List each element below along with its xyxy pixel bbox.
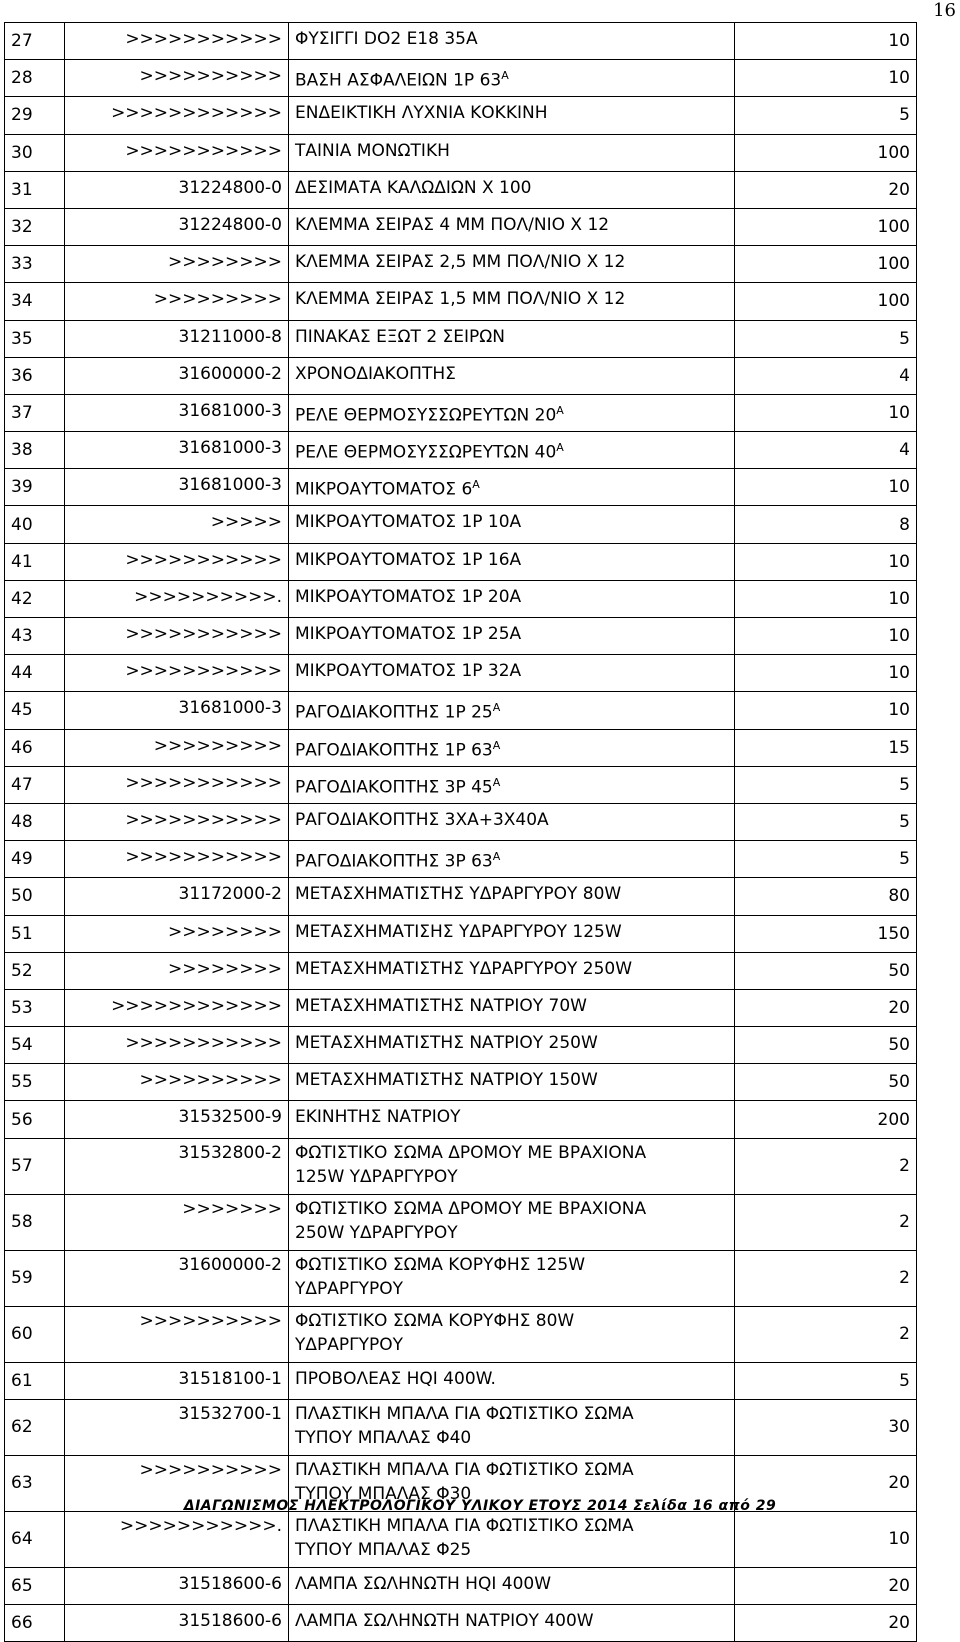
- item-code: 31532500-9: [65, 1101, 289, 1138]
- item-description: [289, 952, 735, 989]
- item-number: 49: [5, 841, 65, 878]
- item-description-text: ΕΚΙΝΗΤΗΣ ΝΑΤΡΙΟΥ: [295, 1107, 461, 1128]
- item-code: >>>>>: [65, 506, 289, 543]
- item-description-text: ΦΩΤΙΣΤΙΚΟ ΣΩΜΑ ΔΡΟΜΟΥ ΜΕ ΒΡΑΧΙΟΝΑ: [295, 1198, 647, 1219]
- item-number: 50: [5, 878, 65, 915]
- item-description: [289, 283, 735, 320]
- table-row: [5, 1138, 917, 1194]
- item-quantity: 100: [735, 246, 917, 283]
- table-row: [5, 208, 917, 245]
- item-code: >>>>>>>>: [65, 246, 289, 283]
- item-description-text: ΠΛΑΣΤΙΚΗ ΜΠΑΛΑ ΓΙΑ ΦΩΤΙΣΤΙΚΟ ΣΩΜΑ: [295, 1515, 634, 1536]
- table-row: [5, 618, 917, 655]
- table-row: [5, 171, 917, 208]
- item-number: 46: [5, 729, 65, 766]
- item-code: 31518600-6: [65, 1567, 289, 1604]
- item-description: [289, 1064, 735, 1101]
- item-quantity: 100: [735, 283, 917, 320]
- item-quantity: 20: [735, 989, 917, 1026]
- item-description: [289, 580, 735, 617]
- item-code: >>>>>>>>>>>: [65, 803, 289, 840]
- table-row: [5, 1567, 917, 1604]
- item-code: >>>>>>>>>>>>: [65, 989, 289, 1026]
- item-code: 31172000-2: [65, 878, 289, 915]
- item-description: [289, 803, 735, 840]
- item-quantity: 5: [735, 1362, 917, 1399]
- item-description: [289, 1194, 735, 1250]
- item-code: >>>>>>>>>>>: [65, 543, 289, 580]
- item-quantity: 20: [735, 1455, 917, 1511]
- table-row: [5, 1101, 917, 1138]
- item-code: >>>>>>>>>>>>: [65, 97, 289, 134]
- table-row: [5, 394, 917, 431]
- item-code: 31681000-3: [65, 432, 289, 469]
- document-footer: ΔΙΑΓΩΝΙΣΜΟΣ ΗΛΕΚΤΡΟΛΟΓΙΚΟΥ ΥΛΙΚΟΥ ΕΤΟΥΣ 2014 Σελίδα 16 από 29: [183, 1498, 777, 1514]
- table-row: [5, 1306, 917, 1362]
- item-description: [289, 320, 735, 357]
- item-quantity: 200: [735, 1101, 917, 1138]
- item-description-text: ΜΙΚΡΟΑΥΤΟΜΑΤΟΣ 6: [295, 479, 473, 500]
- item-quantity: 100: [735, 134, 917, 171]
- item-description: [289, 543, 735, 580]
- ampere-superscript: Α: [501, 69, 509, 83]
- item-description: [289, 97, 735, 134]
- item-quantity: 50: [735, 1064, 917, 1101]
- table-row: [5, 357, 917, 394]
- table-row: [5, 915, 917, 952]
- item-description: [289, 1362, 735, 1399]
- item-quantity: 50: [735, 1027, 917, 1064]
- item-code: >>>>>>>>: [65, 915, 289, 952]
- item-description: [289, 729, 735, 766]
- table-row: [5, 989, 917, 1026]
- ampere-superscript: Α: [492, 701, 501, 715]
- item-description: [289, 60, 735, 97]
- item-description-text: ΡΕΛΕ ΘΕΡΜΟΣΥΣΣΩΡΕΥΤΩΝ 40: [295, 442, 557, 463]
- table-row: [5, 134, 917, 171]
- items-table-body: [5, 23, 917, 1642]
- item-quantity: 20: [735, 1605, 917, 1642]
- item-quantity: 5: [735, 320, 917, 357]
- item-description-text: ΡΑΓΟΔΙΑΚΟΠΤΗΣ 3ΧΑ+3Χ40Α: [295, 809, 549, 830]
- item-number: 34: [5, 283, 65, 320]
- item-description: [289, 878, 735, 915]
- item-description-text: ΠΡΟΒΟΛΕΑΣ HQI 400W.: [295, 1368, 496, 1389]
- item-code: >>>>>>>>>>.: [65, 580, 289, 617]
- item-description-text: ΦΩΤΙΣΤΙΚΟ ΣΩΜΑ ΚΟΡΥΦΗΣ 80W: [295, 1310, 575, 1331]
- item-description-text: ΧΡΟΝΟΔΙΑΚΟΠΤΗΣ: [295, 363, 456, 384]
- item-quantity: 15: [735, 729, 917, 766]
- item-description-text: ΜΕΤΑΣΧΗΜΑΤΙΣΤΗΣ ΝΑΤΡΙΟΥ 250W: [295, 1033, 598, 1054]
- item-description-text: ΚΛΕΜΜΑ ΣΕΙΡΑΣ 1,5 ΜΜ ΠΟΛ/ΝΙΟ Χ 12: [295, 289, 626, 310]
- item-quantity: 30: [735, 1399, 917, 1455]
- item-description-line2: ΥΔΡΑΡΓΥΡΟΥ: [295, 1278, 404, 1299]
- item-quantity: 10: [735, 692, 917, 729]
- table-row: [5, 1399, 917, 1455]
- item-quantity: 10: [735, 394, 917, 431]
- ampere-superscript: Α: [492, 775, 501, 789]
- item-quantity: 10: [735, 618, 917, 655]
- item-description-text: ΚΛΕΜΜΑ ΣΕΙΡΑΣ 2,5 ΜΜ ΠΟΛ/ΝΙΟ Χ 12: [295, 252, 626, 273]
- item-description-text: ΒΑΣΗ ΑΣΦΑΛΕΙΩΝ 1Ρ 63: [295, 70, 502, 91]
- item-description: [289, 394, 735, 431]
- table-row: [5, 1027, 917, 1064]
- item-description-text: ΡΑΓΟΔΙΑΚΟΠΤΗΣ 1Ρ 63: [295, 740, 493, 761]
- item-quantity: 150: [735, 915, 917, 952]
- item-description-text: ΔΕΣΙΜΑΤΑ ΚΑΛΩΔΙΩΝ Χ 100: [295, 177, 532, 198]
- item-description-text: ΠΙΝΑΚΑΣ ΕΞΩΤ 2 ΣΕΙΡΩΝ: [295, 326, 506, 347]
- item-number: 57: [5, 1138, 65, 1194]
- item-description-text: ΜΙΚΡΟΑΥΤΟΜΑΤΟΣ 1Ρ 20Α: [295, 586, 522, 607]
- table-row: [5, 246, 917, 283]
- item-quantity: 10: [735, 469, 917, 506]
- ampere-superscript: Α: [492, 738, 501, 752]
- item-quantity: 4: [735, 432, 917, 469]
- item-code: 31681000-3: [65, 469, 289, 506]
- item-description-text: ΠΛΑΣΤΙΚΗ ΜΠΑΛΑ ΓΙΑ ΦΩΤΙΣΤΙΚΟ ΣΩΜΑ: [295, 1403, 634, 1424]
- item-code: >>>>>>>>>: [65, 729, 289, 766]
- item-quantity: 20: [735, 1567, 917, 1604]
- item-number: 28: [5, 60, 65, 97]
- item-quantity: 2: [735, 1250, 917, 1306]
- item-number: 60: [5, 1306, 65, 1362]
- item-number: 58: [5, 1194, 65, 1250]
- item-code: 31600000-2: [65, 1250, 289, 1306]
- item-description-text: ΛΑΜΠΑ ΣΩΛΗΝΩΤΗ HQI 400W: [295, 1573, 552, 1594]
- item-number: 39: [5, 469, 65, 506]
- table-row: [5, 543, 917, 580]
- table-row: [5, 1064, 917, 1101]
- item-quantity: 10: [735, 580, 917, 617]
- item-quantity: 10: [735, 60, 917, 97]
- item-description: [289, 915, 735, 952]
- item-description: [289, 692, 735, 729]
- item-number: 65: [5, 1567, 65, 1604]
- item-description-text: ΜΕΤΑΣΧΗΜΑΤΙΣΤΗΣ ΝΑΤΡΙΟΥ 70W: [295, 995, 587, 1016]
- table-row: [5, 97, 917, 134]
- ampere-superscript: Α: [556, 441, 564, 455]
- item-description-line2: ΥΔΡΑΡΓΥΡΟΥ: [295, 1334, 404, 1355]
- table-row: [5, 432, 917, 469]
- item-number: 31: [5, 171, 65, 208]
- item-description-text: ΕΝΔΕΙΚΤΙΚΗ ΛΥΧΝΙΑ ΚΟΚΚΙΝΗ: [295, 103, 548, 124]
- item-number: 51: [5, 915, 65, 952]
- item-description: [289, 1306, 735, 1362]
- item-description-text: ΚΛΕΜΜΑ ΣΕΙΡΑΣ 4 ΜΜ ΠΟΛ/ΝΙΟ Χ 12: [295, 214, 610, 235]
- item-number: 27: [5, 23, 65, 60]
- item-description-text: ΡΑΓΟΔΙΑΚΟΠΤΗΣ 3Ρ 63: [295, 851, 493, 872]
- item-quantity: 80: [735, 878, 917, 915]
- item-number: 48: [5, 803, 65, 840]
- table-row: [5, 729, 917, 766]
- item-description-line2: ΤΥΠΟΥ ΜΠΑΛΑΣ Φ30: [295, 1483, 472, 1504]
- item-description: [289, 208, 735, 245]
- item-quantity: 10: [735, 543, 917, 580]
- item-number: 64: [5, 1511, 65, 1567]
- item-number: 55: [5, 1064, 65, 1101]
- ampere-superscript: Α: [492, 850, 501, 864]
- item-code: >>>>>>>>>>>: [65, 23, 289, 60]
- item-code: 31681000-3: [65, 394, 289, 431]
- item-quantity: 5: [735, 803, 917, 840]
- item-number: 30: [5, 134, 65, 171]
- table-row: [5, 1194, 917, 1250]
- item-description-text: ΜΙΚΡΟΑΥΤΟΜΑΤΟΣ 1Ρ 16Α: [295, 549, 522, 570]
- item-description-text: ΦΥΣΙΓΓΙ DO2 E18 35A: [295, 29, 478, 49]
- item-code: >>>>>>>>>>>: [65, 841, 289, 878]
- item-number: 63: [5, 1455, 65, 1511]
- item-number: 36: [5, 357, 65, 394]
- item-code: >>>>>>>>>>: [65, 1064, 289, 1101]
- item-description-text: ΡΑΓΟΔΙΑΚΟΠΤΗΣ 1Ρ 25: [295, 703, 493, 724]
- item-code: 31224800-0: [65, 171, 289, 208]
- item-description: [289, 1605, 735, 1642]
- item-number: 59: [5, 1250, 65, 1306]
- item-description-text: ΜΕΤΑΣΧΗΜΑΤΙΣΗΣ ΥΔΡΑΡΓΥΡΟΥ 125W: [295, 921, 622, 942]
- item-description: [289, 506, 735, 543]
- item-quantity: 100: [735, 208, 917, 245]
- item-number: 37: [5, 394, 65, 431]
- ampere-superscript: Α: [556, 403, 564, 417]
- item-number: 47: [5, 766, 65, 803]
- item-code: 31681000-3: [65, 692, 289, 729]
- item-description: [289, 357, 735, 394]
- item-number: 29: [5, 97, 65, 134]
- item-quantity: 4: [735, 357, 917, 394]
- item-description: [289, 989, 735, 1026]
- item-description: [289, 1511, 735, 1567]
- table-row: [5, 841, 917, 878]
- item-description: [289, 134, 735, 171]
- item-description: [289, 469, 735, 506]
- table-row: [5, 580, 917, 617]
- item-description: [289, 23, 735, 60]
- item-quantity: 2: [735, 1306, 917, 1362]
- item-number: 52: [5, 952, 65, 989]
- item-description-text: ΛΑΜΠΑ ΣΩΛΗΝΩΤΗ ΝΑΤΡΙΟΥ 400W: [295, 1611, 594, 1631]
- table-row: [5, 803, 917, 840]
- item-code: >>>>>>>>>>: [65, 1306, 289, 1362]
- item-number: 53: [5, 989, 65, 1026]
- item-code: >>>>>>>: [65, 1194, 289, 1250]
- item-quantity: 10: [735, 23, 917, 60]
- item-description: [289, 1027, 735, 1064]
- item-code: 31518600-6: [65, 1605, 289, 1642]
- item-code: >>>>>>>>>: [65, 283, 289, 320]
- item-description: [289, 841, 735, 878]
- table-row: [5, 23, 917, 60]
- item-description-text: ΜΙΚΡΟΑΥΤΟΜΑΤΟΣ 1Ρ 25Α: [295, 624, 522, 644]
- item-number: 56: [5, 1101, 65, 1138]
- table-row: [5, 1250, 917, 1306]
- item-code: >>>>>>>>>>>.: [65, 1511, 289, 1567]
- item-description-text: ΡΕΛΕ ΘΕΡΜΟΣΥΣΣΩΡΕΥΤΩΝ 20: [295, 405, 557, 426]
- item-code: >>>>>>>>: [65, 952, 289, 989]
- table-row: [5, 1605, 917, 1642]
- item-quantity: 5: [735, 97, 917, 134]
- item-description: [289, 655, 735, 692]
- item-description: [289, 246, 735, 283]
- item-description: [289, 1567, 735, 1604]
- table-row: [5, 506, 917, 543]
- item-quantity: 5: [735, 766, 917, 803]
- item-code: >>>>>>>>>>>: [65, 134, 289, 171]
- table-row: [5, 283, 917, 320]
- item-description-line2: 250W ΥΔΡΑΡΓΥΡΟΥ: [295, 1222, 458, 1243]
- page-number: 16: [933, 0, 956, 21]
- table-row: [5, 766, 917, 803]
- item-number: 35: [5, 320, 65, 357]
- item-description: [289, 1250, 735, 1306]
- item-quantity: 10: [735, 1511, 917, 1567]
- item-description-line2: ΤΥΠΟΥ ΜΠΑΛΑΣ Φ40: [295, 1427, 472, 1448]
- item-code: 31532700-1: [65, 1399, 289, 1455]
- item-number: 32: [5, 208, 65, 245]
- table-row: [5, 952, 917, 989]
- table-row: [5, 469, 917, 506]
- item-description-text: ΜΙΚΡΟΑΥΤΟΜΑΤΟΣ 1Ρ 10Α: [295, 512, 522, 533]
- item-description: [289, 1101, 735, 1138]
- item-quantity: 5: [735, 841, 917, 878]
- item-description-text: ΡΑΓΟΔΙΑΚΟΠΤΗΣ 3Ρ 45: [295, 777, 493, 798]
- item-code: >>>>>>>>>>>: [65, 766, 289, 803]
- item-description-text: ΜΕΤΑΣΧΗΜΑΤΙΣΤΗΣ ΥΔΡΑΡΓΥΡΟΥ 250W: [295, 958, 633, 979]
- table-row: [5, 878, 917, 915]
- item-description: [289, 618, 735, 655]
- item-description-line2: 125W ΥΔΡΑΡΓΥΡΟΥ: [295, 1166, 458, 1187]
- item-number: 40: [5, 506, 65, 543]
- item-description: [289, 432, 735, 469]
- item-description-text: ΤΑΙΝΙΑ ΜΟΝΩΤΙΚΗ: [295, 140, 450, 161]
- items-table: [4, 22, 917, 1642]
- item-quantity: 8: [735, 506, 917, 543]
- item-description-text: ΦΩΤΙΣΤΙΚΟ ΣΩΜΑ ΚΟΡΥΦΗΣ 125W: [295, 1254, 586, 1275]
- item-description: [289, 1399, 735, 1455]
- item-number: 62: [5, 1399, 65, 1455]
- item-code: 31600000-2: [65, 357, 289, 394]
- table-row: [5, 1362, 917, 1399]
- table-row: [5, 1511, 917, 1567]
- item-description: [289, 1138, 735, 1194]
- table-row: [5, 60, 917, 97]
- item-number: 44: [5, 655, 65, 692]
- item-code: >>>>>>>>>>>: [65, 655, 289, 692]
- item-number: 33: [5, 246, 65, 283]
- item-code: 31532800-2: [65, 1138, 289, 1194]
- item-code: 31518100-1: [65, 1362, 289, 1399]
- table-row: [5, 692, 917, 729]
- ampere-superscript: Α: [472, 478, 480, 492]
- item-quantity: 20: [735, 171, 917, 208]
- item-quantity: 2: [735, 1138, 917, 1194]
- item-number: 42: [5, 580, 65, 617]
- item-description-text: ΠΛΑΣΤΙΚΗ ΜΠΑΛΑ ΓΙΑ ΦΩΤΙΣΤΙΚΟ ΣΩΜΑ: [295, 1459, 634, 1480]
- item-description: [289, 171, 735, 208]
- table-row: [5, 655, 917, 692]
- item-description: [289, 766, 735, 803]
- item-description-line2: ΤΥΠΟΥ ΜΠΑΛΑΣ Φ25: [295, 1539, 472, 1560]
- item-code: >>>>>>>>>>>: [65, 1027, 289, 1064]
- item-number: 45: [5, 692, 65, 729]
- item-quantity: 2: [735, 1194, 917, 1250]
- item-description-text: ΜΙΚΡΟΑΥΤΟΜΑΤΟΣ 1Ρ 32Α: [295, 661, 522, 682]
- item-description-text: ΦΩΤΙΣΤΙΚΟ ΣΩΜΑ ΔΡΟΜΟΥ ΜΕ ΒΡΑΧΙΟΝΑ: [295, 1142, 647, 1163]
- item-quantity: 50: [735, 952, 917, 989]
- item-quantity: 10: [735, 655, 917, 692]
- item-code: >>>>>>>>>>: [65, 1455, 289, 1511]
- item-code: >>>>>>>>>>>: [65, 618, 289, 655]
- item-number: 41: [5, 543, 65, 580]
- item-description-text: ΜΕΤΑΣΧΗΜΑΤΙΣΤΗΣ ΥΔΡΑΡΓΥΡΟΥ 80W: [295, 884, 622, 905]
- table-row: [5, 320, 917, 357]
- item-number: 66: [5, 1605, 65, 1642]
- item-code: 31224800-0: [65, 208, 289, 245]
- item-number: 43: [5, 618, 65, 655]
- item-number: 61: [5, 1362, 65, 1399]
- item-code: 31211000-8: [65, 320, 289, 357]
- item-number: 38: [5, 432, 65, 469]
- item-description-text: ΜΕΤΑΣΧΗΜΑΤΙΣΤΗΣ ΝΑΤΡΙΟΥ 150W: [295, 1070, 598, 1091]
- item-code: >>>>>>>>>>: [65, 60, 289, 97]
- item-number: 54: [5, 1027, 65, 1064]
